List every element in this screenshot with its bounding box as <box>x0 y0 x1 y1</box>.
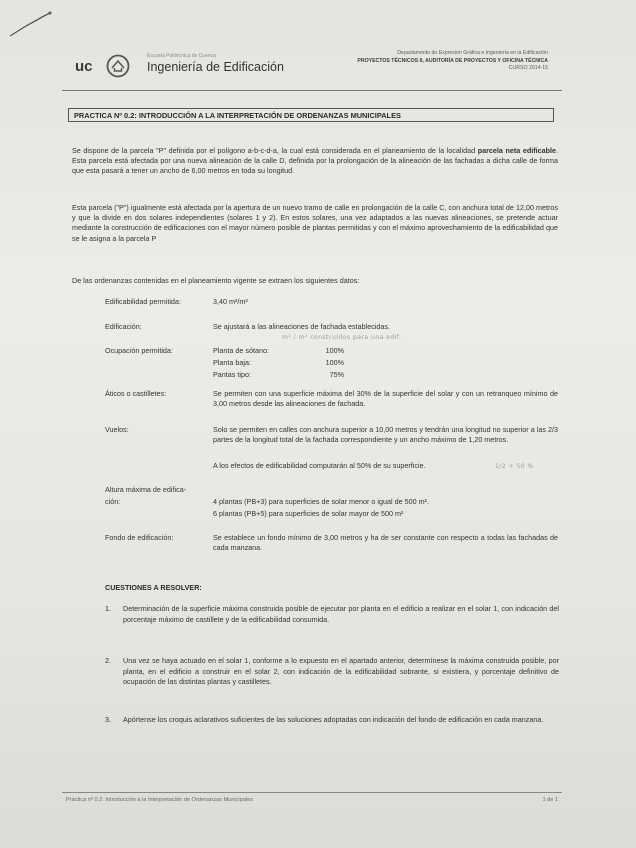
vuelos-value: Solo se permiten en calles con anchura superior a 10,00 metros y tendrán una longitud no superior a las 2/3 partes de la longitud total de la fachada correspondiente y un ancho máximo de 1,20 metros. <box>213 425 558 445</box>
school-name: Escuela Politécnica de Cuenca <box>147 53 216 59</box>
altura-label-line2: ción: <box>105 497 121 506</box>
university-logo <box>75 52 315 80</box>
degree-title: Ingeniería de Edificación <box>147 60 284 74</box>
ocupacion-label: Ocupación permitida: <box>105 346 173 355</box>
intro-paragraph-1 <box>72 146 558 177</box>
aticos-label: Áticos o castilletes: <box>105 389 167 398</box>
intro-p1-text-b: . Esta parcela está afectada por una nueva alineación de la calle D, definida por la prolongación de la alineación de las fachadas a dicha calle de forma que esta pasará a tener un ancho de 6,00 metros en toda su longitud. <box>72 146 558 176</box>
ocupacion-tipo-label: Pantas tipo: <box>213 370 251 379</box>
intro-paragraph-2: Esta parcela ("P") igualmente está afectada por la apertura de un nuevo tramo de calle en prolongación de la calle C, con anchura total de 12,00 metros y que la divide en dos solares independientes (solares 1 y 2). En estos solares, una vez adaptados a las nuevas alineaciones, se pretende actuar mediante la construcción de edificaciones con el mayor número posible de plantas permitidas y con el máximo aprovechamiento de la edificabilidad que se le asigna a la parcela P <box>72 203 558 243</box>
question-1-text: Determinación de la superficie máxima construida posible de ejecutar por planta en el edificio a realizar en el solar 1, con indicación del porcentaje máximo de castillete y de la edificabilidad consumida. <box>123 604 559 624</box>
footer-divider <box>62 792 562 793</box>
handwritten-note-1: m² / m² construidos para una edif. <box>282 334 402 341</box>
department-name: Departamento de Expresión Gráfica e Ingeniería en la Edificación <box>397 50 548 56</box>
course-name: PROYECTOS TÉCNICOS II, AUDITORÍA DE PROYECTOS Y OFICINA TÉCNICA <box>357 57 548 64</box>
question-2-text: Una vez se haya actuado en el solar 1, conforme a lo expuesto en el apartado anterior, determínese la máxima construida posible, por planta, en el edificio a construir en el solar 2, con indicación de la edificabilidad sobrante, si existiera, y porcentaje definitivo de ocupación de las distintas plantas y castilletes. <box>123 656 559 686</box>
vuelos-label: Vuelos: <box>105 425 129 434</box>
department-info <box>357 50 548 73</box>
fondo-label: Fondo de edificación: <box>105 533 174 542</box>
handwritten-note-2: 1/2 + 50 % <box>495 463 534 470</box>
footer-document-title: Práctica nº 0.2: Introducción a la Interpretación de Ordenanzas Municipales <box>66 797 254 803</box>
uc-logo-text: uc <box>75 58 93 75</box>
header-divider <box>62 90 562 91</box>
fondo-value: Se establece un fondo mínimo de 3,00 metros y ha de ser constante con respecto a todas las fachadas de cada manzana. <box>213 533 558 553</box>
altura-value-2: 6 plantas (PB+5) para superficies de solar mayor de 500 m² <box>213 509 404 518</box>
vuelos-value-2: A los efectos de edificabilidad computarán al 50% de su superficie. <box>213 461 426 470</box>
aticos-value: Se permiten con una superficie máxima del 30% de la superficie del solar y con un retranqueo mínimo de 3,00 metros desde las alineaciones de fachada. <box>213 389 558 409</box>
ocupacion-tipo-pct: 75% <box>329 370 344 379</box>
question-1-number: 1. <box>105 604 111 613</box>
edificacion-label: Edificación: <box>105 322 142 331</box>
edificacion-value: Se ajustará a las alineaciones de fachada establecidas. <box>213 322 391 331</box>
footer-page-number: 1 de 1 <box>542 797 558 803</box>
course-year: CURSO 2014-15 <box>508 65 548 71</box>
practice-title: PRACTICA Nº 0.2: INTRODUCCIÓN A LA INTERPRETACIÓN DE ORDENANZAS MUNICIPALES <box>68 108 554 122</box>
question-3-number: 3. <box>105 715 111 724</box>
ocupacion-baja-label: Planta baja: <box>213 358 251 367</box>
ocupacion-sotano-pct: 100% <box>325 346 344 355</box>
altura-label-line1: Altura máxima de edifica- <box>105 485 187 494</box>
school-emblem-icon <box>106 54 130 78</box>
ocupacion-sotano-label: Planta de sótano: <box>213 346 269 355</box>
intro-p1-text-a: Se dispone de la parcela "P" definida por el polígono a-b-c-d-a, la cual está considerada en el planeamiento de la localidad <box>72 146 478 155</box>
intro-paragraph-3: De las ordenanzas contenidas en el planeamiento vigente se extraen los siguientes datos: <box>72 276 360 285</box>
intro-p1-bold: parcela neta edificable <box>477 146 556 155</box>
question-2-number: 2. <box>105 656 111 665</box>
question-3-text: Apórtense los croquis aclarativos suficientes de las soluciones adoptadas con indicación del fondo de edificación en cada manzana. <box>123 715 544 724</box>
edificabilidad-label: Edificabilidad permitida: <box>105 297 181 306</box>
questions-heading: CUESTIONES A RESOLVER: <box>105 583 202 592</box>
ocupacion-baja-pct: 100% <box>325 358 344 367</box>
altura-value-1: 4 plantas (PB+3) para superficies de solar menor o igual de 500 m². <box>213 497 429 506</box>
edificabilidad-value: 3,40 m²/m² <box>213 297 248 306</box>
pen-stroke-mark <box>6 8 54 40</box>
